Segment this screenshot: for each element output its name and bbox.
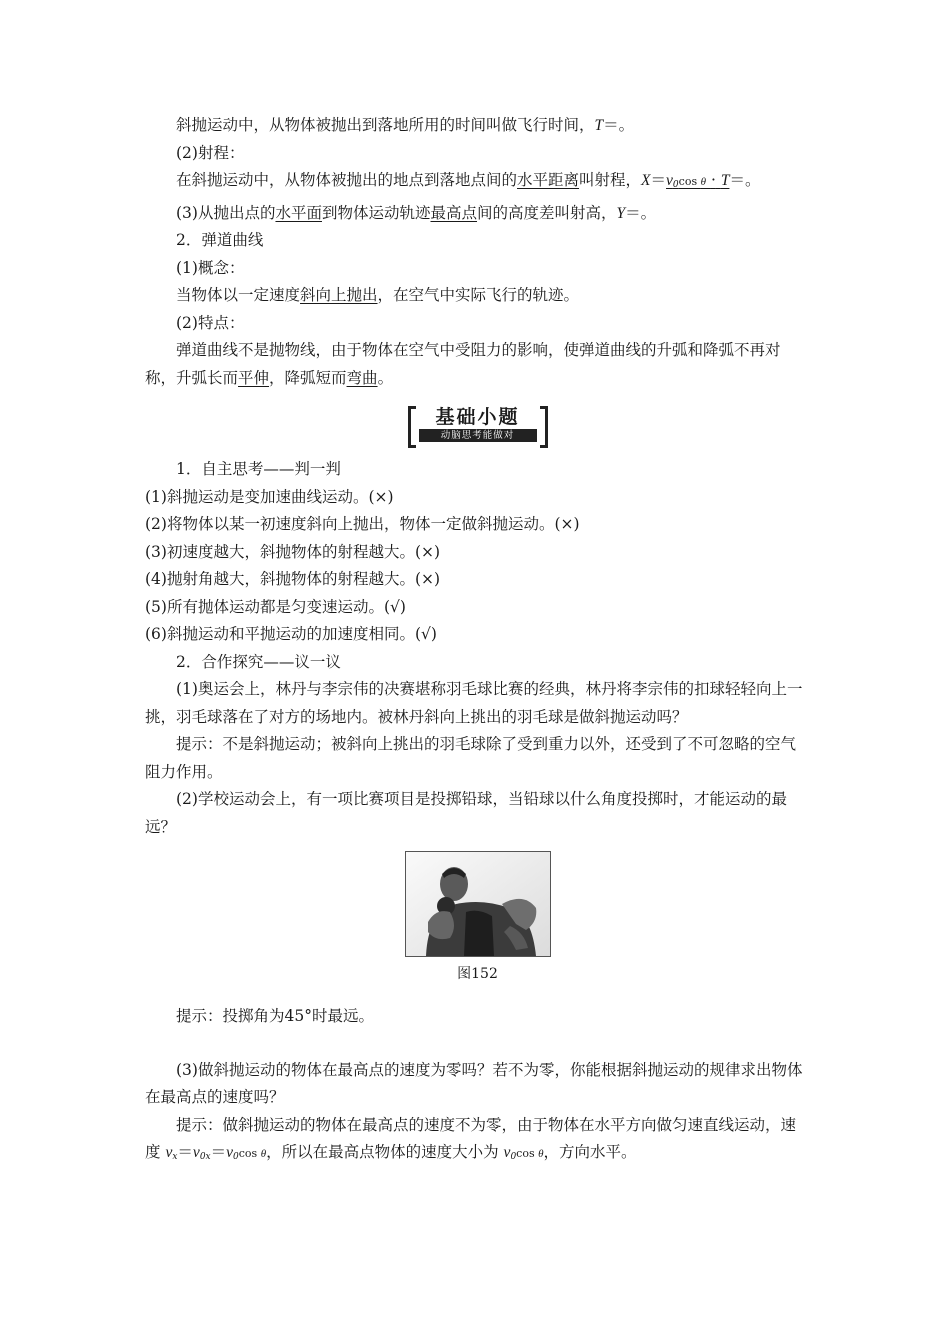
range-formula-cos: cos xyxy=(678,175,701,188)
answer3-text-c: ，方向水平。 xyxy=(543,1143,637,1161)
answer3-s2: 0x xyxy=(199,1152,211,1162)
range-formula xyxy=(666,171,729,189)
answer3-v1: v xyxy=(165,1144,173,1161)
shot-put-athlete-photo xyxy=(405,851,551,957)
range-formula-sub: 0 xyxy=(672,180,679,190)
range-heading: (2)射程： xyxy=(176,143,245,162)
concept-underline: 斜向上抛出 xyxy=(300,286,378,304)
feature-text-a: 弹道曲线不是抛物线，由于物体在空气中受阻力的影响，使弹道曲线的升弧和降弧不再对称，升弧长而 xyxy=(145,341,781,387)
height-var: Y xyxy=(616,204,626,222)
range-eq-end: ＝。 xyxy=(729,171,761,189)
height-text-a: (3)从抛出点的 xyxy=(176,203,276,222)
range-text-a: 在斜抛运动中，从物体被抛出的地点到落地点间的 xyxy=(176,171,518,189)
ballistic-concept xyxy=(145,282,810,310)
answer3-theta2: θ xyxy=(538,1148,544,1160)
feature-text-c: 。 xyxy=(377,368,394,387)
judge-item: (1)斜抛运动是变加速曲线运动。(×) xyxy=(145,487,394,506)
range-formula-v: v xyxy=(666,172,673,189)
judge-item: (6)斜抛运动和平抛运动的加速度相同。(√) xyxy=(145,625,437,643)
ballistic-concept-heading: (1)概念： xyxy=(176,258,245,277)
flight-time-var: T xyxy=(594,117,604,134)
banner-title: 基础小题 xyxy=(435,406,520,428)
judge-item: (5)所有抛体运动都是匀变速运动。(√) xyxy=(145,597,406,616)
discuss-answer-1: 提示：不是斜抛运动；被斜向上挑出的羽毛球除了受到重力以外，还受到了不可忽略的空气阻力作用。 xyxy=(145,735,797,781)
judge-heading: 1．自主思考——判一判 xyxy=(176,460,341,478)
concept-text-b: ，在空气中实际飞行的轨迹。 xyxy=(377,286,580,304)
feature-text-b: ，降弧短而 xyxy=(269,368,347,387)
answer3-theta1: θ xyxy=(260,1148,267,1160)
discuss-answer-2: 提示：投掷角为45°时最远。 xyxy=(176,1007,374,1025)
height-eq: ＝。 xyxy=(625,203,657,222)
judge-item: (2)将物体以某一初速度斜向上抛出，物体一定做斜抛运动。(×) xyxy=(145,515,580,533)
answer3-v4: v xyxy=(503,1144,511,1161)
range-var: X xyxy=(641,172,651,189)
concept-text-a: 当物体以一定速度 xyxy=(176,286,301,304)
ballistic-feature xyxy=(145,337,810,392)
answer3-s4: 0 xyxy=(510,1152,517,1162)
feature-underline-2: 弯曲 xyxy=(346,368,378,387)
height-text-b: 到物体运动轨迹 xyxy=(321,203,431,222)
answer3-text-b: ，所以在最高点物体的速度大小为 xyxy=(266,1143,504,1161)
flight-time-paragraph xyxy=(145,112,810,140)
range-underline: 水平距离 xyxy=(517,171,580,189)
answer3-text-a: 提示：做斜抛运动的物体在最高点的速度不为零，由于物体在水平方向做匀速直线运动，速度 xyxy=(145,1115,797,1161)
height-paragraph xyxy=(145,200,810,228)
range-paragraph xyxy=(145,167,810,200)
answer3-eq2: ＝ xyxy=(210,1143,227,1161)
answer3-cos2: cos xyxy=(516,1147,539,1160)
banner-box xyxy=(415,406,541,444)
height-underline-a: 水平面 xyxy=(275,203,322,222)
section-banner xyxy=(145,406,810,444)
flight-time-text: 斜抛运动中，从物体被抛出到落地所用的时间叫做飞行时间， xyxy=(176,116,595,134)
judge-item: (4)抛射角越大，斜抛物体的射程越大。(×) xyxy=(145,570,441,588)
answer3-s3: 0 xyxy=(233,1152,239,1162)
discuss-question-1: (1)奥运会上，林丹与李宗伟的决赛堪称羽毛球比赛的经典，林丹将李宗伟的扣球轻轻向上一挑，羽毛球落在了对方的场地内。被林丹斜向上挑出的羽毛球是做斜抛运动吗？ xyxy=(145,680,803,726)
range-formula-dot: · xyxy=(710,171,716,189)
discuss-question-2: (2)学校运动会上，有一项比赛项目是投掷铅球，当铅球以什么角度投掷时，才能运动的最远？ xyxy=(145,790,787,836)
range-text-b: 叫射程， xyxy=(579,171,642,189)
document-page xyxy=(145,112,810,1172)
height-text-c: 间的高度差叫射高， xyxy=(477,203,617,222)
answer3-eq1: ＝ xyxy=(177,1143,193,1161)
discuss-question-3: (3)做斜抛运动的物体在最高点的速度为零吗？若不为零，你能根据斜抛运动的规律求出物体在最高点的速度吗？ xyxy=(145,1060,803,1106)
answer3-v3: v xyxy=(226,1144,234,1161)
answer3-s1: x xyxy=(172,1152,178,1162)
judge-item: (3)初速度越大，斜抛物体的射程越大。(×) xyxy=(145,542,441,561)
discuss-heading: 2．合作探究——议一议 xyxy=(176,652,341,671)
discuss-answer-3 xyxy=(145,1112,810,1172)
feature-underline-1: 平伸 xyxy=(238,368,270,387)
figure-caption: 图152 xyxy=(457,966,498,982)
banner-subtitle: 动脑思考能做对 xyxy=(419,429,537,442)
banner-right-bracket xyxy=(540,406,548,448)
answer3-v2: v xyxy=(192,1144,200,1161)
answer3-cos1: cos xyxy=(238,1147,261,1160)
ballistic-heading: 2．弹道曲线 xyxy=(176,231,264,249)
ballistic-feature-heading: (2)特点： xyxy=(176,313,245,332)
range-formula-T: T xyxy=(720,172,730,189)
range-formula-theta: θ xyxy=(700,176,706,188)
range-eq: ＝ xyxy=(650,171,667,189)
figure xyxy=(145,851,810,985)
flight-time-eq: ＝。 xyxy=(603,116,635,134)
height-underline-b: 最高点 xyxy=(430,203,478,222)
